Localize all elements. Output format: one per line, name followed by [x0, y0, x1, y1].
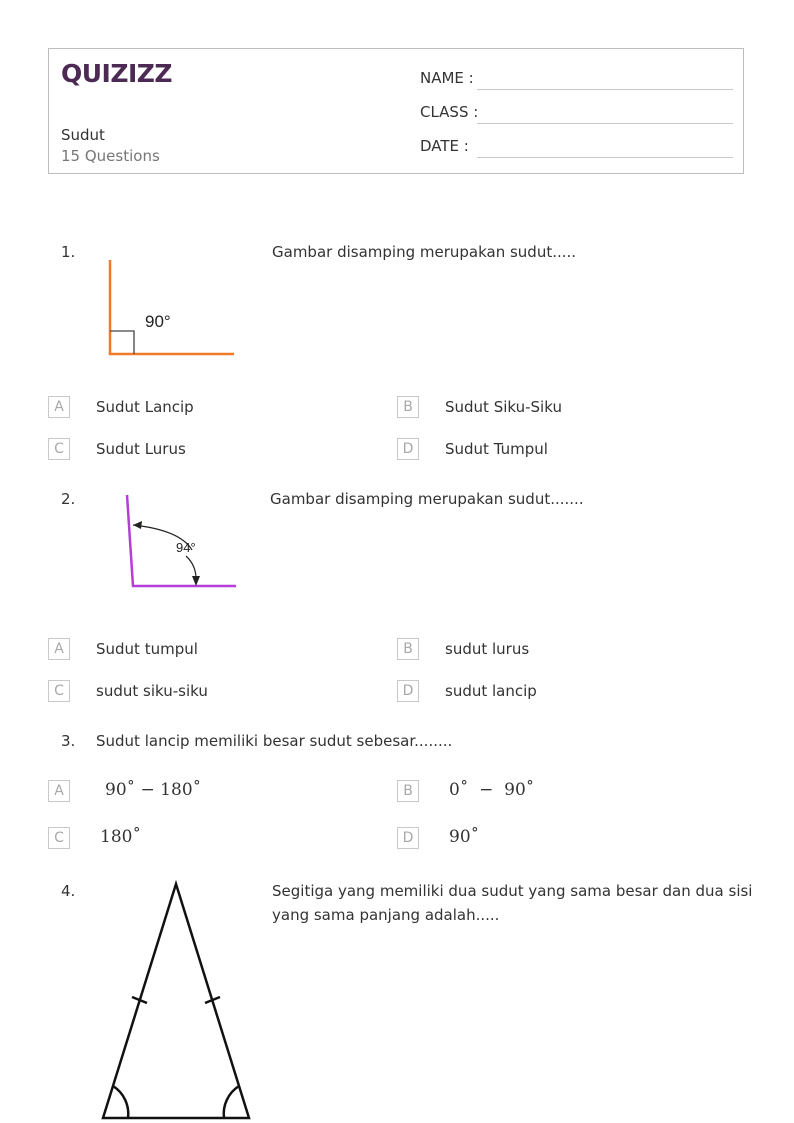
option-text-d: sudut lancip: [445, 682, 537, 700]
question-4-text-line-1: Segitiga yang memiliki dua sudut yang sama besar dan dua sisi: [272, 882, 753, 900]
question-1-text: Gambar disamping merupakan sudut.....: [272, 243, 577, 261]
quizizz-logo: QUIZIZZ: [61, 59, 173, 88]
option-text-d: Sudut Tumpul: [445, 440, 548, 458]
option-box-b[interactable]: B: [397, 780, 419, 802]
question-2-number: 2.: [61, 490, 76, 508]
option-box-b[interactable]: B: [397, 638, 419, 660]
class-field[interactable]: [477, 123, 733, 124]
option-box-d[interactable]: D: [397, 438, 419, 460]
option-text-c: Sudut Lurus: [96, 440, 186, 458]
option-box-c[interactable]: C: [48, 827, 70, 849]
option-box-d[interactable]: D: [397, 827, 419, 849]
question-4-text-line-2: yang sama panjang adalah.....: [272, 906, 500, 924]
name-field[interactable]: [477, 89, 733, 90]
option-text-b: Sudut Siku-Siku: [445, 398, 562, 416]
class-label: CLASS :: [420, 103, 479, 121]
option-text-d: 90˚: [449, 827, 480, 847]
option-text-a: Sudut Lancip: [96, 398, 194, 416]
option-text-c: 180˚: [100, 827, 141, 847]
option-box-d[interactable]: D: [397, 680, 419, 702]
question-4-number: 4.: [61, 882, 76, 900]
option-box-a[interactable]: A: [48, 780, 70, 802]
option-text-c: sudut siku-siku: [96, 682, 208, 700]
option-box-a[interactable]: A: [48, 396, 70, 418]
option-text-b: 0˚ − 90˚: [449, 780, 535, 800]
angle-90-label: 90°: [145, 312, 171, 331]
question-1-number: 1.: [61, 243, 76, 261]
right-angle-figure: [100, 255, 240, 365]
option-box-a[interactable]: A: [48, 638, 70, 660]
obtuse-angle-figure: [120, 490, 260, 600]
option-text-a: Sudut tumpul: [96, 640, 198, 658]
question-3-text: Sudut lancip memiliki besar sudut sebesar........: [96, 732, 453, 750]
name-label: NAME :: [420, 69, 474, 87]
option-text-a: 90˚ − 180˚: [105, 780, 202, 800]
question-count: 15 Questions: [61, 147, 160, 165]
option-box-c[interactable]: C: [48, 438, 70, 460]
option-box-c[interactable]: C: [48, 680, 70, 702]
date-label: DATE :: [420, 137, 469, 155]
option-text-b: sudut lurus: [445, 640, 530, 658]
option-box-b[interactable]: B: [397, 396, 419, 418]
worksheet-header: [48, 48, 744, 174]
isosceles-triangle-figure: [96, 878, 256, 1123]
date-field[interactable]: [477, 157, 733, 158]
question-2-text: Gambar disamping merupakan sudut.......: [270, 490, 584, 508]
question-3-number: 3.: [61, 732, 76, 750]
worksheet-title: Sudut: [61, 126, 105, 144]
angle-94-label: 94°: [176, 540, 196, 555]
